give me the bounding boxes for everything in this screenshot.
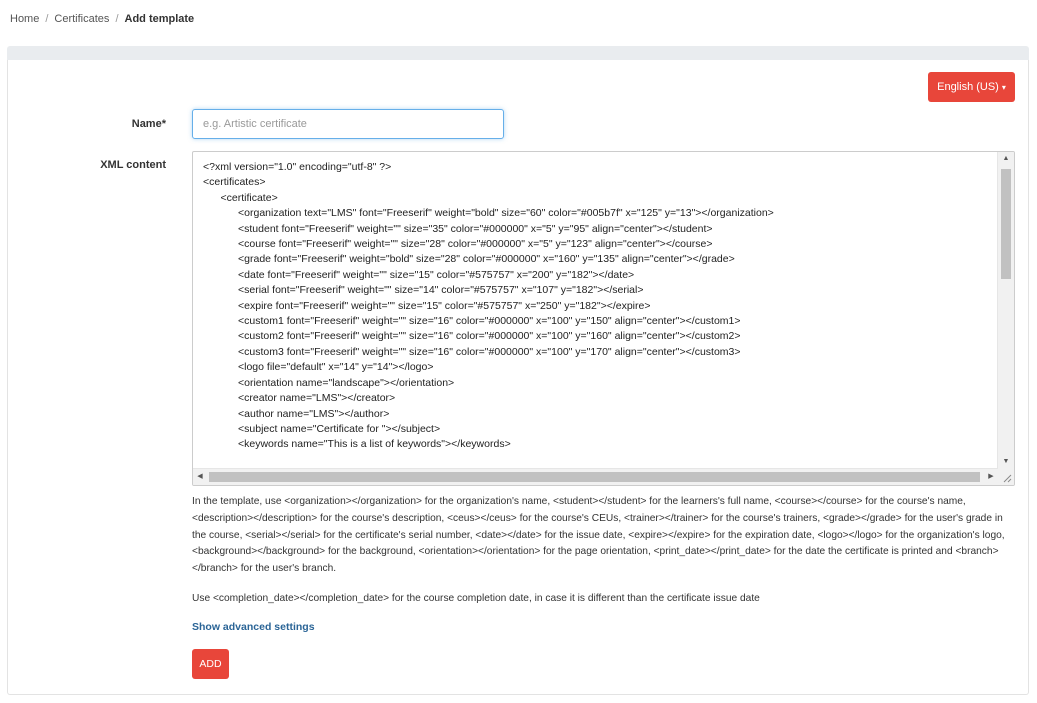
horizontal-scroll-thumb[interactable] xyxy=(209,472,980,482)
breadcrumb-separator: / xyxy=(115,13,119,25)
scroll-up-arrow-icon[interactable]: ▲ xyxy=(1002,155,1010,162)
name-input[interactable] xyxy=(192,109,504,139)
breadcrumb-home-link[interactable]: Home xyxy=(10,13,40,25)
xml-content-text[interactable]: <?xml version="1.0" encoding="utf-8" ?> <certificates> <certificate> <organization text="LMS" font="Freeserif" weight="bold" size="60" color="#005b7f" x="125" y="13"></organization> <student font="Freeserif" weight="" size="35" color="#000000" x="5" y="95" align="center"></student> <course font="Freeserif" weight="" size="28" color="#000000" x="5" y="123" align="center"></course> <grade font="Freeserif" weight="bold" size="28" color="#000000" x="160" y="135" align="center"></grade> <date font="Freeserif" weight="" size="15" color="#575757" x="200" y="182"></date> <serial font="Freeserif" weight="" size="14" color="#575757" x="107" y="182"></serial> <expire font="Freeserif" weight="" size="15" color="#575757" x="250" y="182"></expire> <custom1 font="Freeserif" weight="" size="16" color="#000000" x="100" y="150" align="center"></custom1> <custom2 font="Freeserif" weight="" size="16" color="#000000" x="100" y="160" align="center"></custom2> <custom3 font="Freeserif" weight="" size="16" color="#000000" x="100" y="170" align="center"></custom3> <logo file="default" x="14" y="14"></logo> <orientation name="landscape"></orientation> <creator name="LMS"></creator> <author name="LMS"></author> <subject name="Certificate for "></subject> <keywords name="This is a list of keywords"></keywords> xyxy=(203,161,774,451)
breadcrumb-certificates-link[interactable]: Certificates xyxy=(54,13,110,25)
xml-content-label: XML content xyxy=(100,159,166,171)
vertical-scrollbar[interactable] xyxy=(997,152,1014,469)
vertical-scroll-thumb[interactable] xyxy=(1001,169,1011,279)
scroll-down-arrow-icon[interactable]: ▼ xyxy=(1002,458,1010,465)
language-label: English (US) xyxy=(937,81,999,93)
breadcrumb xyxy=(10,13,194,25)
chevron-down-icon: ▾ xyxy=(1001,83,1006,92)
add-button[interactable]: ADD xyxy=(192,649,229,679)
scroll-left-arrow-icon[interactable]: ◀ xyxy=(197,473,203,480)
scroll-right-arrow-icon[interactable]: ▶ xyxy=(988,473,994,480)
breadcrumb-current: Add template xyxy=(124,13,195,25)
template-help-text: In the template, use <organization></organization> for the organization's name, <student></student> for the learners's full name, <course></course> for the course's name, <description></description> for the course's description, <ceus></ceus> for the course's CEUs, <trainer></trainer> for the course's trainers, <grade></grade> for the user's grade in the course, <serial></serial> for the certificate's serial number, <date></date> for the issue date, <expire></expire> for the expiration date, <logo></logo> for the organization's logo, <background></background> for the background, <orientation></orientation> for the page orientation, <print_date></print_date> for the date the certificate is printed and <branch></branch> for the user's branch. xyxy=(192,496,1005,575)
language-dropdown-button[interactable] xyxy=(928,72,1015,102)
resize-handle-icon[interactable] xyxy=(998,469,1014,485)
horizontal-scrollbar[interactable] xyxy=(193,468,998,485)
breadcrumb-separator: / xyxy=(45,13,49,25)
completion-date-help-text: Use <completion_date></completion_date> for the course completion date, in case it is different than the certificate issue date xyxy=(192,593,760,604)
show-advanced-settings-link[interactable]: Show advanced settings xyxy=(192,621,315,633)
xml-content-textarea[interactable] xyxy=(192,151,1015,486)
name-label: Name* xyxy=(131,118,166,130)
panel-header-band xyxy=(7,46,1029,61)
